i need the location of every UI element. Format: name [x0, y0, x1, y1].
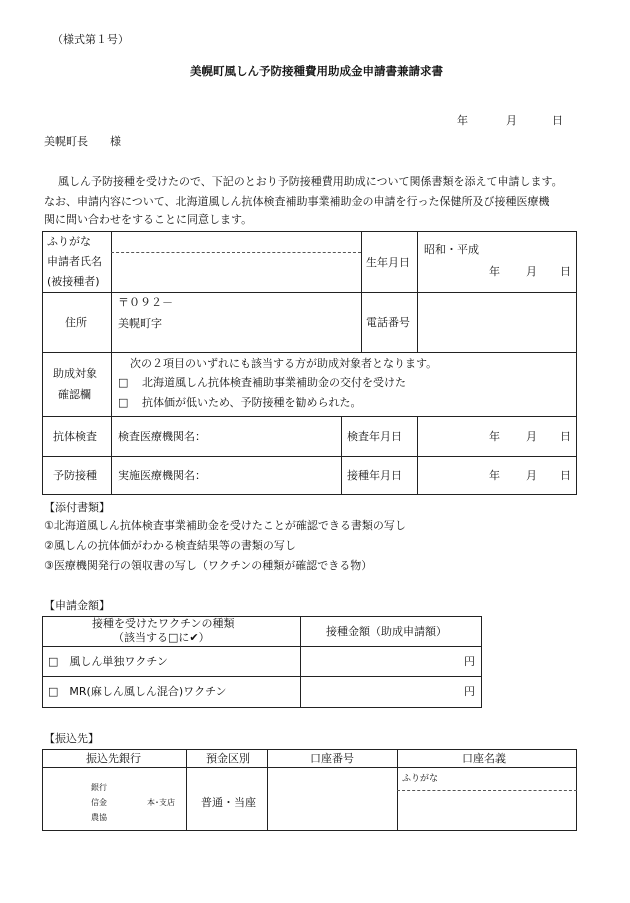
date-year-label: 年 [457, 114, 468, 127]
branch-label: 本･支店 [147, 798, 175, 807]
vaccination-month-unit: 月 [526, 469, 537, 482]
vaccine-type-subheader: （該当する□に✔） [113, 631, 210, 644]
form-number: （様式第１号） [52, 33, 129, 46]
vaccination-year-unit: 年 [489, 469, 500, 482]
addressee: 美幌町長 様 [44, 135, 121, 148]
vaccination-day-unit: 日 [560, 469, 571, 482]
amount-unit-1: 円 [464, 655, 475, 668]
vaccine-type-header: 接種を受けたワクチンの種類 [92, 617, 235, 630]
postal-code-field[interactable]: 〒０９２－ [118, 296, 173, 309]
amount-field-2[interactable] [302, 680, 458, 702]
eligibility-label: 助成対象 [53, 367, 97, 380]
address-label: 住所 [65, 316, 87, 329]
applicant-name-field[interactable] [113, 256, 359, 286]
account-furigana-label: ふりがな [402, 774, 439, 784]
intro-line-3: 関に問い合わせをすることに同意します。 [44, 213, 253, 226]
birthdate-era[interactable]: 昭和・平成 [424, 243, 479, 256]
eligibility-note: 次の２項目のいずれにも該当する方が助成対象者となります。 [130, 357, 438, 370]
date-day-label: 日 [552, 114, 563, 127]
attachment-item-3: ③医療機関発行の領収書の写し（ワクチンの種類が確認できる物） [44, 559, 373, 572]
amount-heading: 【申請金額】 [44, 599, 110, 612]
deposit-type-header: 預金区別 [206, 752, 250, 765]
vaccination-date-label: 接種年月日 [347, 469, 402, 482]
intro-line-1: 風しん予防接種を受けたので、下記のとおり予防接種費用助成について関係書類を添えて申請します。 [58, 175, 563, 188]
birth-day-unit: 日 [560, 265, 571, 278]
furigana-field[interactable] [113, 238, 359, 250]
bank-type-bank: 銀行 [91, 783, 107, 792]
eligibility-check-1-label: 北海道風しん抗体検査補助事業補助金の交付を受けた [142, 376, 406, 389]
attachment-item-1: ①北海道風しん抗体検査事業補助金を受けたことが確認できる書類の写し [44, 519, 406, 532]
antibody-month-unit: 月 [526, 430, 537, 443]
attachment-item-2: ②風しんの抗体価がわかる検査結果等の書類の写し [44, 539, 296, 552]
antibody-date-label: 検査年月日 [347, 430, 402, 443]
bank-heading: 【振込先】 [44, 732, 99, 745]
antibody-institution-field[interactable]: 検査医療機関名： [118, 430, 206, 443]
attachments-heading: 【添付書類】 [44, 501, 110, 514]
antibody-year-unit: 年 [489, 430, 500, 443]
eligibility-checkbox-1[interactable]: □ [118, 376, 129, 389]
account-name-header: 口座名義 [462, 752, 506, 765]
page-title: 美幌町風しん予防接種費用助成金申請書兼請求書 [190, 64, 443, 78]
birth-year-unit: 年 [489, 265, 500, 278]
vaccine-option-rubella[interactable]: □ 風しん単独ワクチン [48, 655, 168, 668]
phone-field[interactable] [420, 300, 572, 340]
birth-month-unit: 月 [526, 265, 537, 278]
bank-name-header: 振込先銀行 [86, 752, 141, 765]
eligibility-checkbox-2[interactable]: □ [118, 396, 129, 409]
account-number-header: 口座番号 [310, 752, 354, 765]
account-name-field[interactable] [400, 794, 574, 828]
furigana-label: ふりがな [47, 235, 91, 248]
account-number-field[interactable] [270, 772, 394, 826]
intro-line-2: なお、申請内容について、北海道風しん抗体検査補助事業補助金の申請を行った保健所及び接種医療機 [44, 195, 550, 208]
birthdate-label: 生年月日 [366, 256, 410, 269]
applicant-name-sublabel: (被接種者) [47, 275, 100, 288]
amount-header: 接種金額（助成申請額） [326, 625, 447, 638]
amount-field-1[interactable] [302, 650, 458, 672]
amount-unit-2: 円 [464, 685, 475, 698]
applicant-name-label: 申請者氏名 [47, 255, 102, 268]
deposit-type-field[interactable]: 普通・当座 [201, 796, 256, 809]
vaccination-label: 予防接種 [53, 469, 97, 482]
bank-type-nokyo: 農協 [91, 813, 107, 822]
antibody-day-unit: 日 [560, 430, 571, 443]
phone-label: 電話番号 [366, 316, 410, 329]
date-month-label: 月 [506, 114, 517, 127]
vaccine-option-mr[interactable]: □ MR(麻しん風しん混合)ワクチン [48, 685, 227, 698]
vaccination-institution-field[interactable]: 実施医療機関名： [118, 469, 206, 482]
bank-type-shinkin: 信金 [91, 798, 107, 807]
address-field[interactable]: 美幌町字 [118, 317, 162, 330]
eligibility-label-2: 確認欄 [58, 388, 91, 401]
antibody-test-label: 抗体検査 [53, 430, 97, 443]
eligibility-check-2-label: 抗体価が低いため、予防接種を勧められた。 [142, 396, 362, 409]
